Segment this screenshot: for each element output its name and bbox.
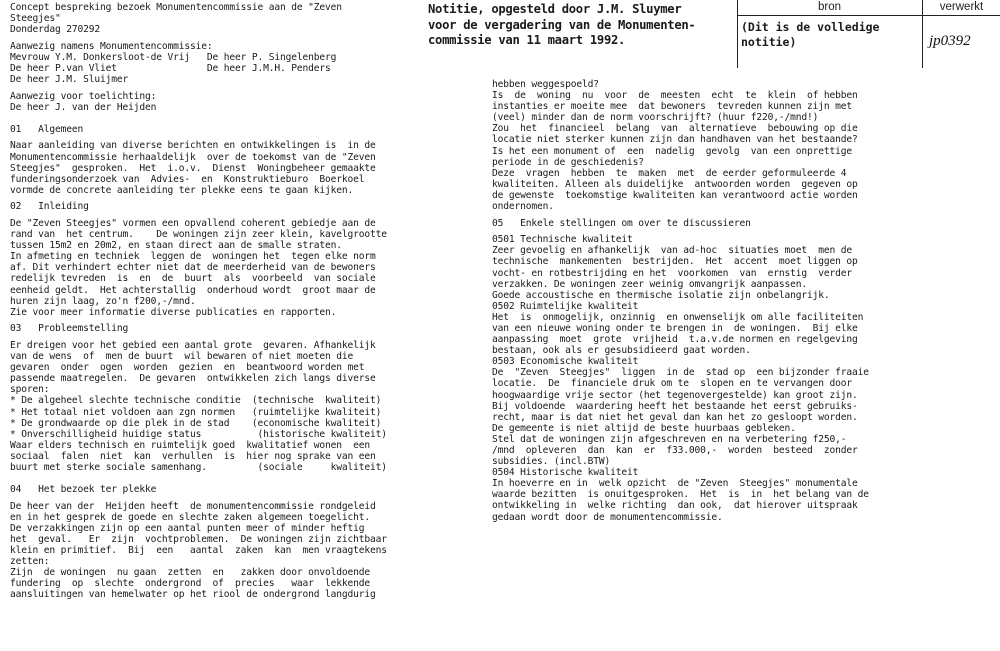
text-line: De verzakkingen zijn op een aantal punten meer of minder heftig	[10, 522, 365, 534]
text-line: tussen 15m2 en 20m2, en staan direct aan de smalle straten.	[10, 240, 342, 252]
text-line: en in het gesprek de goede en slechte zaken algemeen toegelicht.	[10, 511, 371, 523]
text-line: Zou het financieel belang van alternatieve bebouwing op die	[492, 123, 858, 135]
text-line: huren zijn laag, zo'n f200,-/mnd.	[10, 295, 196, 307]
text-line: Aanwezig namens Monumentencommissie:	[10, 40, 213, 52]
box-header-rule	[737, 15, 1000, 16]
text-line: Is de woning nu voor de meesten echt te klein of hebben	[492, 90, 858, 102]
text-line: Concept bespreking bezoek Monumentencommissie aan de "Zeven	[10, 2, 342, 13]
text-line: gedaan wordt door de monumentencommissie.	[492, 511, 723, 523]
text-line: Er dreigen voor het gebied een aantal grote gevaren. Afhankelijk	[10, 339, 376, 351]
text-line: De "Zeven Steegjes" vormen een opvallend coherent gebiedje aan de	[10, 218, 376, 229]
text-line: recht, maar is dat niet het geval dan kan het zo gesloopt worden.	[492, 411, 858, 423]
text-line: Steegjes"	[10, 13, 61, 25]
text-line: * De grondwaarde op die plek in de stad (economische kwaliteit)	[10, 417, 382, 429]
text-line: waarde bezitten is onuitgesproken. Het is in het belang van de	[492, 489, 869, 501]
text-line: De heer P.van Vliet De heer J.M.H. Penders	[10, 62, 331, 74]
text-line: van de wens of men de buurt wil bewaren of niet moeten die	[10, 351, 354, 363]
bron-label: bron	[817, 1, 842, 13]
text-line: De "Zeven Steegjes" liggen in de stad op een bijzonder fraaie	[492, 367, 869, 379]
text-line: instanties er moeite mee dat bewoners tevreden kunnen zijn met	[492, 101, 853, 113]
text-line: * Onverschilligheid huidige status (historische kwaliteit)	[10, 428, 387, 440]
text-line: buurt met sterke sociale samenhang. (sociale kwaliteit)	[10, 461, 387, 473]
text-line: aansluitingen van hemelwater op het riool de ondergrond langdurig	[10, 589, 376, 601]
text-line: De heer van der Heijden heeft de monumentencommissie rondgeleid	[10, 500, 376, 512]
text-line: Zijn de woningen nu gaan zetten en zakken door onvoldoende	[10, 567, 371, 579]
text-line: (veel) minder dan de norm voorschrijft? (huur f220,-/mnd!)	[492, 112, 819, 124]
text-line: Monumentencommissie herhaaldelijk over de toekomst van de "Zeven	[10, 151, 376, 163]
text-line: gevaren onder ogen worden gezien en beantwoord worden met	[10, 362, 365, 374]
text-line: de gewenste toekomstige kwaliteiten kan verantwoord actie worden	[492, 189, 858, 201]
text-line: hebben weggespoeld?	[492, 79, 599, 90]
text-line: 01 Algemeen	[10, 123, 84, 135]
text-line: Het is onmogelijk, onzinnig en onwenselijk om alle faciliteiten	[492, 311, 864, 323]
archive-box	[737, 0, 1000, 68]
text-line: eenheid geldt. Het achterstallig onderhoud wordt groot maar de	[10, 284, 376, 296]
text-line: locatie. De financiele druk om te slopen en te vervangen door	[492, 378, 853, 390]
text-line: bestaan, ook als er gesubsidieerd gaat worden.	[492, 345, 751, 357]
text-line: het geval. Er zijn vochtproblemen. De woningen zijn zichtbaar	[10, 533, 387, 545]
text-line: Zeer gevoelig en afhankelijk van ad-hoc situaties moet men de	[492, 245, 853, 257]
verwerkt-label: verwerkt	[939, 1, 984, 13]
text-line: van een nieuwe woning onder te brengen in de woningen. Bij elke	[492, 322, 858, 334]
text-line: De heer J.M. Sluijmer	[10, 74, 129, 86]
text-line: Waar elders technisch en ruimtelijk goed kwalitatief wonen een	[10, 439, 371, 451]
text-line: Zie voor meer informatie diverse publicaties en rapporten.	[10, 306, 337, 318]
text-line: Is het een monument of een nadelig gevolg van een onprettige	[492, 145, 853, 157]
text-line: redelijk tevreden is en de buurt als voorbeeld van sociale	[10, 273, 376, 285]
right-column	[492, 79, 912, 523]
text-line: Aanwezig voor toelichting:	[10, 90, 157, 102]
text-line: 0504 Historische kwaliteit	[492, 467, 639, 479]
text-line: periode in de geschiedenis?	[492, 156, 644, 168]
text-line: 05 Enkele stellingen om over te discussieren	[492, 217, 751, 229]
text-line: ontwikkeling in welke richting dan ook, dat hierover uitspraak	[492, 500, 858, 512]
bron-note: (Dit is de volledige notitie)	[741, 20, 880, 49]
text-line: sociaal falen niet kan verhullen is hier nog sprake van een	[10, 450, 376, 462]
text-line: Deze vragen hebben te maken met de eerder geformuleerde 4	[492, 167, 847, 179]
text-line: funderingsonderzoek van Advies- en Konstruktieburo Boerkoel	[10, 173, 365, 185]
verwerkt-code: jp0392	[929, 33, 971, 49]
text-line: sporen:	[10, 384, 50, 396]
text-line: /mnd opleveren dan kan er f33.000,- worden besteed zonder	[492, 445, 858, 456]
text-line: 0501 Technische kwaliteit	[492, 234, 633, 246]
text-line: 02 Inleiding	[10, 201, 89, 213]
text-line: zetten:	[10, 556, 50, 568]
text-line: verzakken. De woningen zeer weinig omvangrijk aanpassen.	[492, 278, 808, 290]
text-line: 0503 Economische kwaliteit	[492, 356, 639, 368]
text-line: aanpassing moet grote vrijheid t.a.v.de normen en regelgeving	[492, 334, 858, 346]
text-line: 03 Probleemstelling	[10, 323, 129, 335]
text-line: technische mankementen bestrijden. Het accent moet liggen op	[492, 256, 858, 268]
text-line: In afmeting en techniek leggen de woningen het tegen elke norm	[10, 251, 376, 263]
text-line: ondernomen.	[492, 201, 554, 213]
text-line: * De algeheel slechte technische conditie (technische kwaliteit)	[10, 395, 382, 407]
text-line: * Het totaal niet voldoen aan zgn normen (ruimtelijke kwaliteit)	[10, 406, 382, 418]
left-column	[10, 2, 415, 601]
text-line: Goede accoustische en thermische isolatie zijn onbelangrijk.	[492, 289, 830, 301]
text-line: vocht- en rotbestrijding en het voorkomen van ernstig verder	[492, 267, 853, 279]
text-line: Donderdag 270292	[10, 24, 101, 36]
text-line: subsidies. (incl.BTW)	[492, 456, 611, 468]
text-line: De heer J. van der Heijden	[10, 101, 157, 113]
text-line: 04 Het bezoek ter plekke	[10, 484, 157, 496]
text-line: af. Dit verhindert echter niet dat de meerderheid van de bewoners	[10, 262, 376, 274]
text-line: Naar aanleiding van diverse berichten en ontwikkelingen is in de	[10, 140, 376, 152]
text-line: passende maatregelen. De gevaren ontwikkelen zich langs diverse	[10, 373, 376, 385]
text-line: De gemeente is niet altijd de beste huurbaas gebleken.	[492, 422, 796, 434]
text-line: 0502 Ruimtelijke kwaliteit	[492, 300, 639, 312]
text-line: klein en primitief. Bij een aantal zaken kan men vraagtekens	[10, 545, 387, 557]
text-line: fundering op slechte ondergrond of precies waar lekkende	[10, 578, 371, 590]
text-line: Steegjes" gesproken. Het i.o.v. Dienst Woningbeheer gemaakte	[10, 162, 376, 174]
text-line: vormde de concrete aanleiding ter plekke eens te gaan kijken.	[10, 184, 354, 196]
text-line: Mevrouw Y.M. Donkersloot-de Vrij De heer P. Singelenberg	[10, 51, 337, 63]
text-line: locatie niet sterker kunnen zijn dan handhaven van het bestaande?	[492, 134, 858, 146]
text-line: Bij voldoende waardering heeft het bestaande het eerst gebruiks-	[492, 400, 858, 412]
text-line: rand van het centrum. De woningen zijn zeer klein, kavelgrootte	[10, 229, 387, 241]
note-title: Notitie, opgesteld door J.M. Sluymer voor de vergadering van de Monumenten- commissie van 11 maart 1992.	[428, 2, 696, 47]
text-line: hoogwaardige vrije sector (het tegenovergestelde) kan groot zijn.	[492, 389, 858, 401]
text-line: kwaliteiten. Alleen als duidelijke antwoorden worden gegeven op	[492, 178, 858, 190]
text-line: In hoeverre en in welk opzicht de "Zeven Steegjes" monumentale	[492, 478, 858, 490]
text-line: Stel dat de woningen zijn afgeschreven en na verbetering f250,-	[492, 433, 847, 445]
